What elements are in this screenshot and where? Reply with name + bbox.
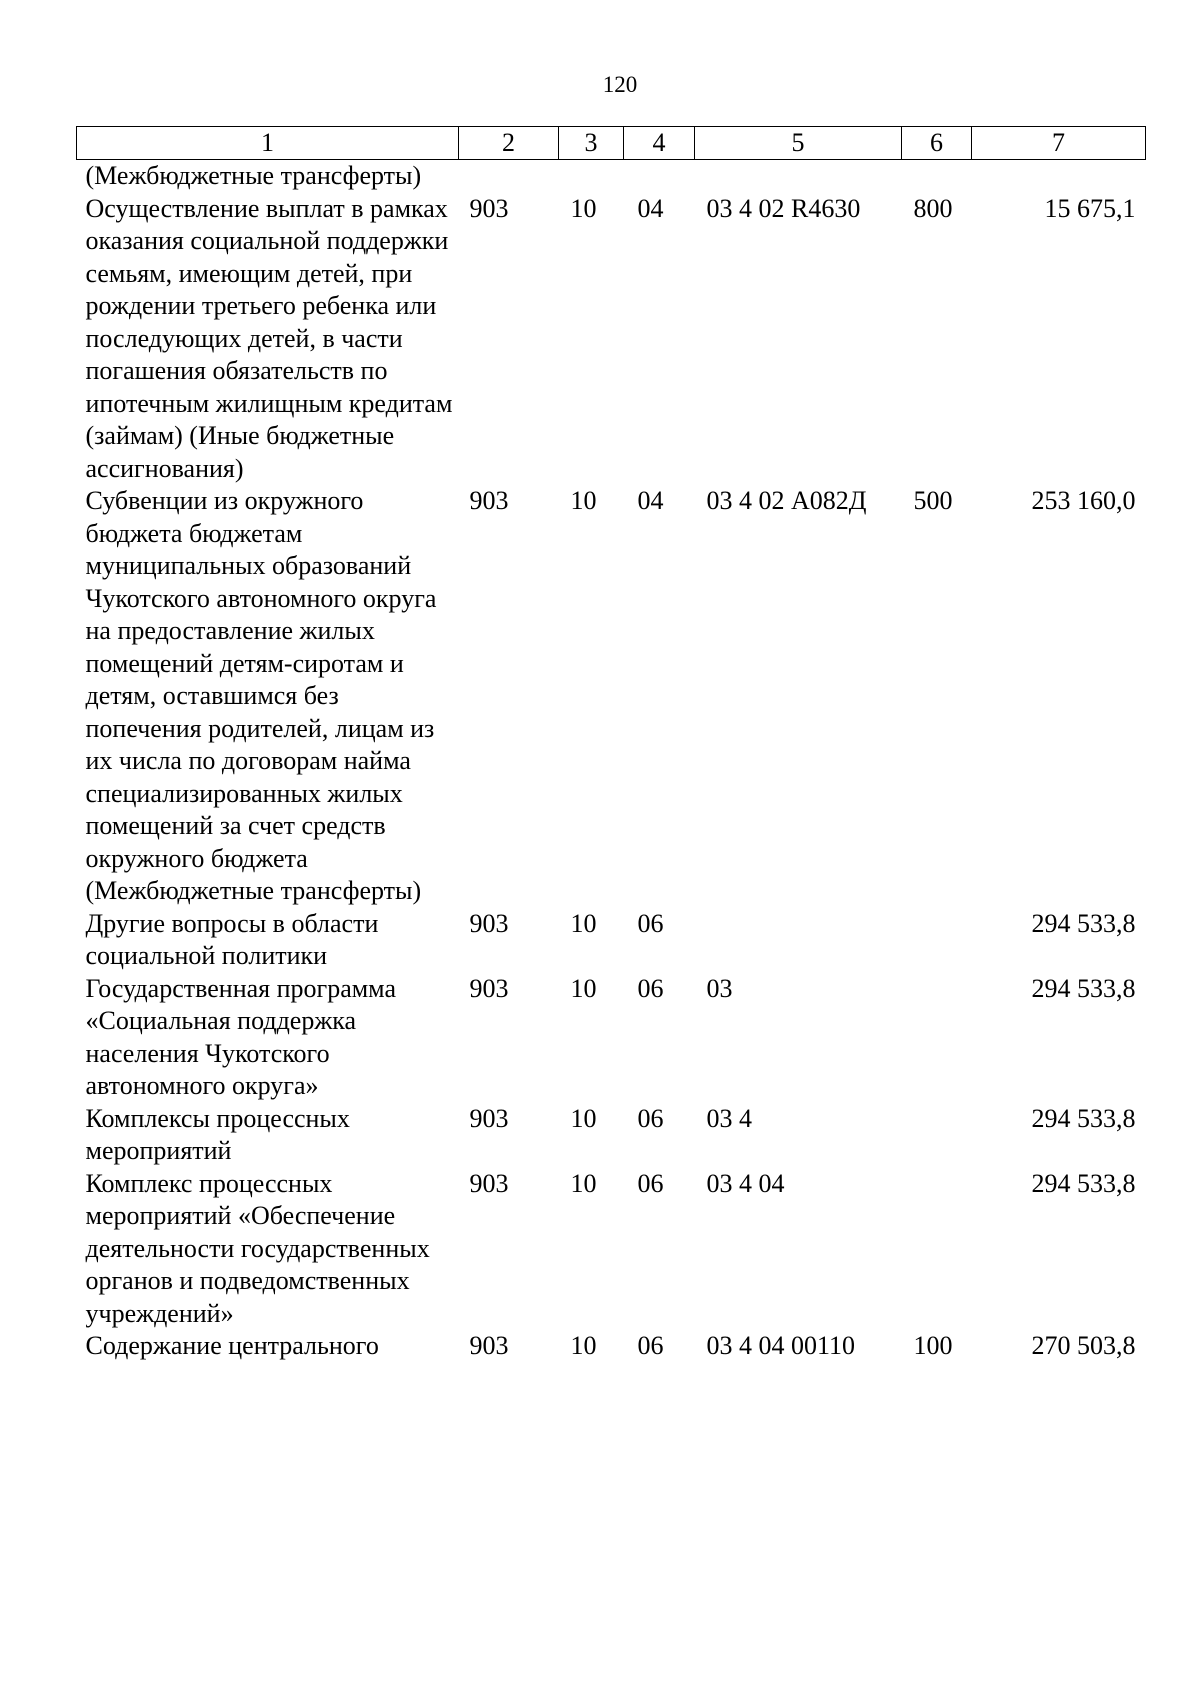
header-col-4: 4 [624,127,695,160]
row-subsection-code: 06 [637,1103,664,1133]
table-row [77,160,1146,193]
table-body [77,160,1146,1363]
table-row [77,908,1146,973]
row-amount: 270 503,8 [1031,1331,1136,1360]
row-ministry-code [459,160,559,193]
row-amount: 294 533,8 [1031,908,1136,938]
row-section-code: 10 [570,1331,597,1360]
row-target-article: 03 4 04 00110 [706,1331,856,1360]
row-ministry-code: 903 [469,1331,509,1360]
header-col-2: 2 [459,127,559,160]
table-row [77,193,1146,486]
row-ministry-code: 903 [469,973,509,1003]
row-section-code: 10 [570,908,597,938]
row-expense-type [902,973,972,1103]
row-subsection-code: 06 [637,908,664,938]
row-name: Осуществление выплат в рамках оказания социальной поддержки семьям, имеющим детей, при рождении третьего ребенка или последующих детей, в части погашения обязательств по ипотечным жилищным кредитам (займам) (Иные бюджетные ассигнования) [85,193,453,483]
table-row [77,973,1146,1103]
header-col-3: 3 [559,127,624,160]
row-amount [972,160,1146,193]
row-target-article: 03 4 02 R4630 [706,193,861,223]
row-amount: 294 533,8 [1031,1103,1136,1133]
budget-table [76,126,1146,1363]
table-row [77,1330,1146,1363]
row-expense-type: 500 [913,486,953,515]
row-target-article: 03 4 02 А082Д [706,486,867,515]
row-expense-type [902,1103,972,1168]
row-target-article: 03 [706,973,733,1003]
row-amount: 294 533,8 [1031,973,1136,1003]
row-expense-type [902,908,972,973]
row-amount: 294 533,8 [1031,1168,1136,1198]
row-section-code [559,160,624,193]
row-subsection-code: 06 [637,973,664,1003]
row-expense-type: 100 [913,1331,953,1360]
row-name: Государственная программа «Социальная поддержка населения Чукотского автономного округа» [85,973,397,1100]
row-ministry-code: 903 [469,908,509,938]
row-expense-type [902,160,972,193]
row-ministry-code: 903 [469,1103,509,1133]
row-section-code: 10 [570,1103,597,1133]
header-col-5: 5 [695,127,902,160]
row-section-code: 10 [570,193,597,223]
header-col-7: 7 [972,127,1146,160]
row-name: (Межбюджетные трансферты) [85,161,422,190]
row-amount: 253 160,0 [1031,486,1136,515]
row-name: Субвенции из окружного бюджета бюджетам муниципальных образований Чукотского автономного округа на предоставление жилых помещений детям-сиротам и детям, оставшимся без попечения родителей, лицам из их числа по договорам найма специализированных жилых помещений за счет средств окружного бюджета (Межбюджетные трансферты) [85,486,437,905]
row-name: Комплексы процессных мероприятий [85,1103,350,1165]
row-subsection-code: 06 [637,1168,664,1198]
row-ministry-code: 903 [469,1168,509,1198]
row-target-article [695,160,902,193]
table-row [77,1103,1146,1168]
header-col-6: 6 [902,127,972,160]
header-col-1: 1 [77,127,459,160]
table-header [77,127,1146,160]
row-section-code: 10 [570,1168,597,1198]
row-section-code: 10 [570,486,597,515]
table-row [77,485,1146,908]
row-amount: 15 675,1 [1044,193,1136,223]
header-row [77,127,1146,160]
row-expense-type [902,1168,972,1331]
row-name: Другие вопросы в области социальной политики [85,908,379,970]
row-name: Комплекс процессных мероприятий «Обеспечение деятельности государственных органов и подведомственных учреждений» [85,1168,430,1328]
row-section-code: 10 [570,973,597,1003]
page-number: 120 [602,72,638,97]
row-ministry-code: 903 [469,193,509,223]
row-subsection-code: 06 [637,1331,664,1360]
row-subsection-code: 04 [637,486,664,515]
row-target-article: 03 4 [706,1103,752,1133]
row-expense-type: 800 [913,193,953,223]
row-subsection-code: 04 [637,193,664,223]
row-ministry-code: 903 [469,486,509,515]
row-name: Содержание центрального [85,1331,379,1360]
row-target-article [695,908,902,973]
table-row [77,1168,1146,1331]
row-target-article: 03 4 04 [706,1168,785,1198]
row-subsection-code [624,160,695,193]
